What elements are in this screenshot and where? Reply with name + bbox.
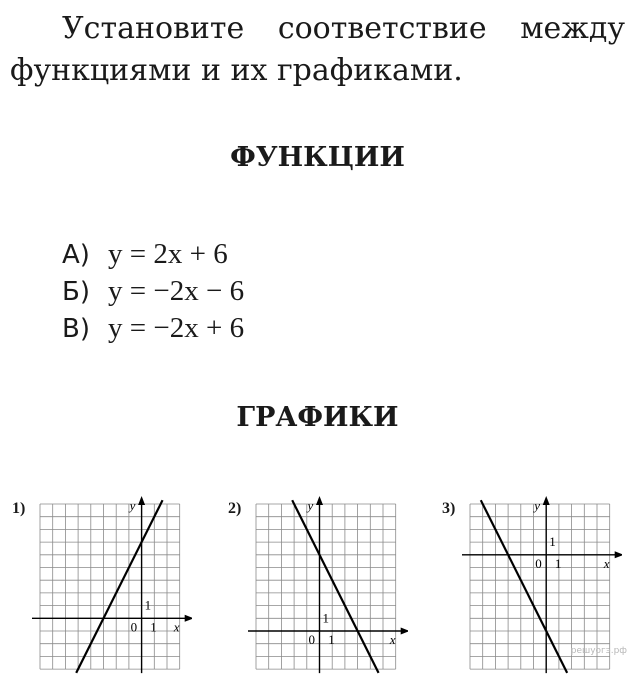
- y-axis-arrow: [543, 496, 550, 505]
- graph-label: 3): [442, 500, 456, 517]
- graph-label: 1): [12, 500, 26, 517]
- y-unit-label: 1: [144, 597, 152, 613]
- graph-label: 2): [228, 500, 242, 517]
- graph-1: [12, 494, 192, 684]
- x-axis-label: x: [603, 555, 610, 571]
- graph-2: [228, 494, 408, 684]
- function-line: [481, 500, 567, 673]
- graph-plot: [228, 494, 408, 684]
- x-axis-arrow: [185, 615, 192, 622]
- task-statement: Установите соответствие между функциями и их графиками.: [10, 11, 625, 88]
- function-item-a: [62, 236, 244, 273]
- x-unit-label: 1: [150, 619, 157, 635]
- function-formula: y = −2x + 6: [108, 312, 245, 344]
- y-axis-arrow: [138, 496, 145, 505]
- functions-heading: ФУНКЦИИ: [230, 142, 405, 173]
- graph-grid: [256, 504, 396, 669]
- function-formula: y = 2x + 6: [108, 238, 228, 270]
- function-formula: y = −2x − 6: [108, 275, 245, 307]
- function-label: В): [62, 314, 90, 344]
- site-watermark: решуогэ.рф: [570, 646, 627, 656]
- function-line: [292, 500, 378, 673]
- origin-label: 0: [535, 555, 542, 571]
- origin-label: 0: [130, 619, 138, 635]
- function-label: Б): [62, 277, 90, 307]
- x-unit-label: 1: [328, 632, 335, 647]
- function-line: [76, 500, 162, 673]
- x-unit-label: 1: [554, 555, 562, 571]
- function-label: А): [62, 240, 90, 270]
- graph-grid: [470, 504, 610, 669]
- graph-grid: [40, 504, 180, 669]
- function-item-b: [62, 273, 244, 310]
- y-unit-label: 1: [549, 534, 556, 550]
- graphs-heading: ГРАФИКИ: [236, 402, 399, 433]
- graph-axes: [32, 496, 192, 673]
- y-axis-arrow: [316, 496, 323, 505]
- y-axis-label: y: [307, 498, 314, 513]
- origin-label: 0: [308, 632, 315, 647]
- y-axis-label: y: [129, 498, 136, 513]
- x-axis-label: x: [173, 619, 180, 635]
- y-unit-label: 1: [322, 610, 329, 626]
- function-list: [62, 236, 244, 347]
- function-item-v: [62, 310, 244, 347]
- x-axis-arrow: [401, 628, 408, 635]
- y-axis-label: y: [534, 498, 540, 513]
- graph-plot: [12, 494, 192, 684]
- x-axis-label: x: [389, 632, 396, 647]
- x-axis-arrow: [615, 551, 622, 558]
